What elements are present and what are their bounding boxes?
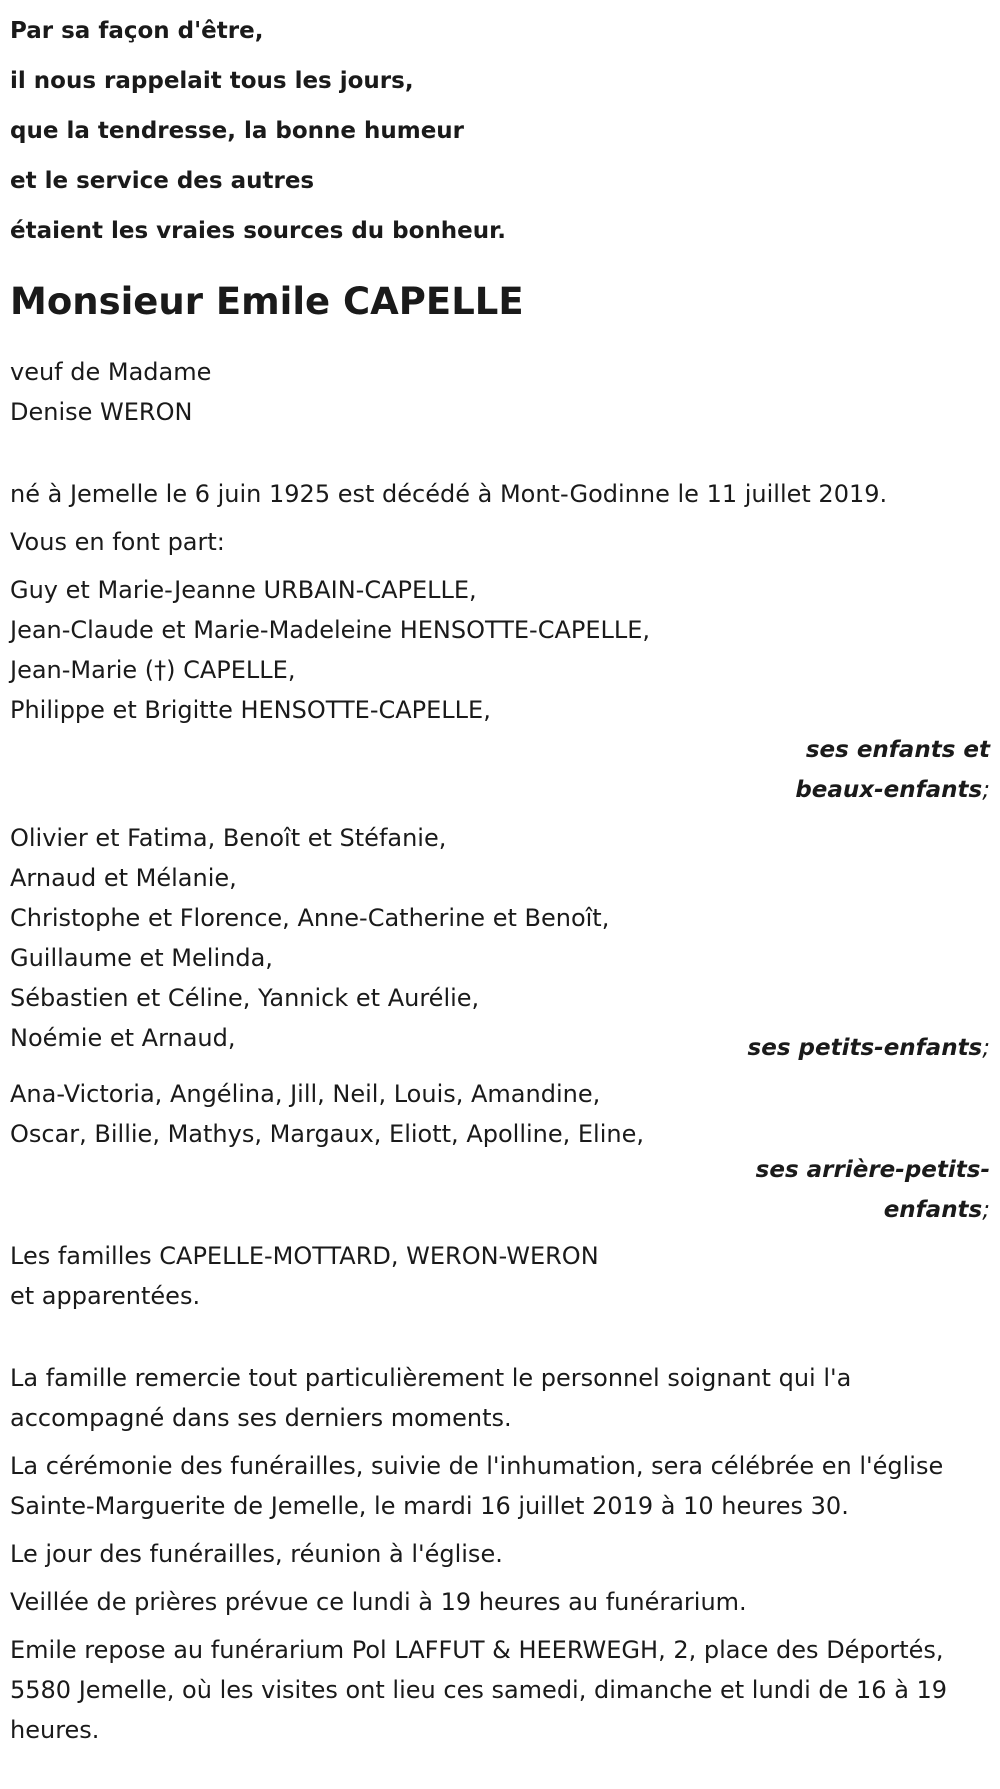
children-list: [10, 570, 1000, 730]
relation-label: [10, 730, 990, 770]
list-item: Ana-Victoria, Angélina, Jill, Neil, Louis, Amandine,: [10, 1080, 601, 1108]
list-item: Philippe et Brigitte HENSOTTE-CAPELLE,: [10, 696, 491, 724]
children-relation: [10, 730, 1000, 810]
list-item: Arnaud et Mélanie,: [10, 864, 237, 892]
vigil-paragraph: Veillée de prières prévue ce lundi à 19 heures au funérarium.: [10, 1588, 747, 1616]
list-item: Jean-Claude et Marie-Madeleine HENSOTTE-CAPELLE,: [10, 616, 651, 644]
families-block: [10, 1236, 1000, 1316]
list-item: Olivier et Fatima, Benoît et Stéfanie,: [10, 824, 447, 852]
list-item: Noémie et Arnaud,: [10, 1024, 236, 1052]
epigraph-line: étaient les vraies sources du bonheur.: [10, 218, 506, 244]
grandchildren-list: [10, 818, 1000, 1058]
list-item: Sébastien et Céline, Yannick et Aurélie,: [10, 984, 480, 1012]
relation-semicolon: ;: [982, 777, 990, 803]
thanks-paragraph: La famille remercie tout particulièrement le personnel soignant qui l'a accompagné dans ses derniers moments.: [10, 1364, 852, 1432]
list-item: Guillaume et Melinda,: [10, 944, 273, 972]
spouse-line: veuf de Madame: [10, 358, 212, 386]
list-item: Guy et Marie-Jeanne URBAIN-CAPELLE,: [10, 576, 477, 604]
relation-label: [10, 1150, 990, 1190]
announce-line: Vous en font part:: [10, 528, 225, 556]
epigraph-line: Par sa façon d'être,: [10, 18, 264, 44]
list-item: Jean-Marie (†) CAPELLE,: [10, 656, 296, 684]
birth-death-dates: né à Jemelle le 6 juin 1925 est décédé à Mont-Godinne le 11 juillet 2019.: [10, 480, 888, 508]
spouse-block: [10, 352, 1000, 432]
families-line: et apparentées.: [10, 1282, 201, 1310]
epigraph: [10, 0, 1000, 256]
relation-text: ses arrière-petits-: [755, 1157, 990, 1183]
visits-paragraph: Emile repose au funérarium Pol LAFFUT & HEERWEGH, 2, place des Déportés, 5580 Jemelle, où les visites ont lieu ces samedi, dimanche et lundi de 16 à 19 heures.: [10, 1636, 948, 1744]
relation-text: ses petits-enfants: [747, 1035, 983, 1061]
relation-text: enfants: [883, 1197, 983, 1223]
epigraph-line: que la tendresse, la bonne humeur: [10, 118, 465, 144]
relation-text: beaux-enfants: [795, 777, 983, 803]
relation-label: [10, 1190, 990, 1230]
epigraph-line: il nous rappelait tous les jours,: [10, 68, 414, 94]
relation-text: ses enfants et: [805, 737, 990, 763]
epigraph-line: et le service des autres: [10, 168, 315, 194]
spouse-name: Denise WERON: [10, 398, 193, 426]
relation-semicolon: ;: [982, 1035, 990, 1061]
ceremony-paragraph: La cérémonie des funérailles, suivie de l'inhumation, sera célébrée en l'église Sainte-Marguerite de Jemelle, le mardi 16 juillet 2019 à 10 heures 30.: [10, 1452, 944, 1520]
list-item: Oscar, Billie, Mathys, Margaux, Eliott, Apolline, Eline,: [10, 1120, 644, 1148]
list-item: Christophe et Florence, Anne-Catherine et Benoît,: [10, 904, 610, 932]
great-grandchildren-relation: [10, 1150, 1000, 1230]
deceased-name: Monsieur Emile CAPELLE: [10, 280, 524, 323]
relation-label: [10, 770, 990, 810]
meeting-paragraph: Le jour des funérailles, réunion à l'église.: [10, 1540, 503, 1568]
relation-semicolon: ;: [982, 1197, 990, 1223]
great-grandchildren-list: [10, 1074, 1000, 1154]
families-line: Les familles CAPELLE-MOTTARD, WERON-WERON: [10, 1242, 599, 1270]
